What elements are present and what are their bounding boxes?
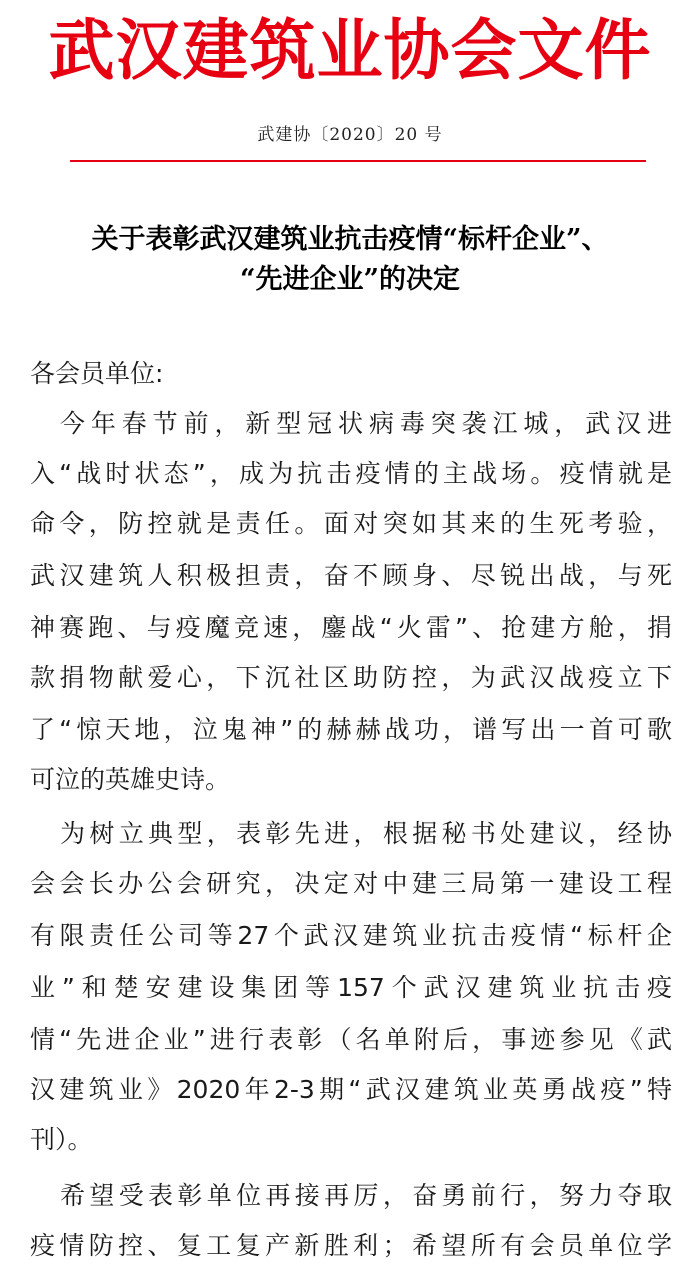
- org-letterhead-title: 武汉建筑业协会文件: [48, 11, 652, 89]
- salutation: 各会员单位:: [30, 359, 164, 388]
- paragraph-line: 汉建筑业》2020年2-3期“武汉建筑业英勇战疫”特: [30, 1075, 672, 1104]
- paragraph-line: 希望受表彰单位再接再厉，奋勇前行，努力夺取: [60, 1181, 672, 1210]
- paragraph-line: 业”和楚安建设集团等157个武汉建筑业抗击疫: [30, 973, 672, 1002]
- paragraph-line: 会会长办公会研究，决定对中建三局第一建设工程: [30, 869, 672, 898]
- red-divider-line: [70, 160, 646, 162]
- paragraph-line: 款捐物献爱心，下沉社区助防控，为武汉战疫立下: [30, 663, 672, 692]
- paragraph-line: 有限责任公司等27个武汉建筑业抗击疫情“标杆企: [30, 921, 672, 950]
- document-title-line-1: 关于表彰武汉建筑业抗击疫情“标杆企业”、: [91, 224, 609, 255]
- paragraph-line: 入“战时状态”，成为抗击疫情的主战场。疫情就是: [30, 459, 672, 488]
- paragraph-line: 武汉建筑人积极担责，奋不顾身、尽锐出战，与死: [30, 561, 672, 590]
- paragraph-line: 今年春节前，新型冠状病毒突袭江城，武汉进: [60, 409, 672, 438]
- document-title-line-2: “先进企业”的决定: [239, 264, 461, 295]
- paragraph-line: 为树立典型，表彰先进，根据秘书处建议，经协: [60, 819, 672, 848]
- paragraph-line: 情“先进企业”进行表彰（名单附后，事迹参见《武: [30, 1025, 672, 1054]
- paragraph-line: 可泣的英雄史诗。: [30, 765, 231, 794]
- paragraph-line: 命令，防控就是责任。面对突如其来的生死考验，: [30, 509, 672, 538]
- document-number: 武建协〔2020〕20 号: [257, 125, 443, 145]
- paragraph-line: 了“惊天地，泣鬼神”的赫赫战功，谱写出一首可歌: [30, 715, 672, 744]
- paragraph-line: 疫情防控、复工复产新胜利；希望所有会员单位学: [30, 1231, 672, 1260]
- paragraph-line: 刊）。: [30, 1125, 93, 1154]
- paragraph-line: 神赛跑、与疫魔竞速，鏖战“火雷”、抢建方舱，捐: [30, 613, 672, 642]
